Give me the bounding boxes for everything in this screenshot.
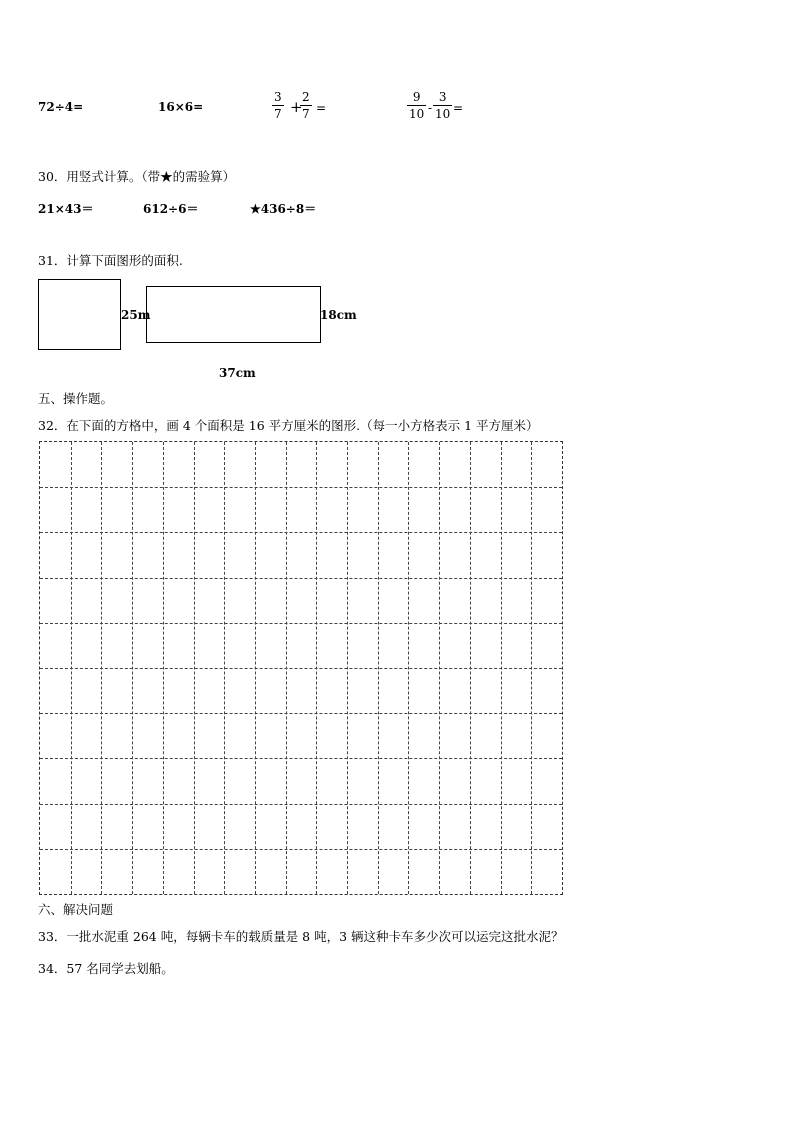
grid-row-line [40,578,562,579]
fraction-9-10 [407,89,426,122]
fraction-3-10 [433,89,452,122]
question-31-title: 31．计算下面图形的面积. [38,253,183,268]
rectangle-height-label: 18cm [320,308,357,322]
fraction-2-7 [300,89,312,122]
fraction-denominator: 10 [409,107,425,121]
plus-sign: + [290,98,303,116]
fraction-numerator: 2 [302,90,310,104]
grid-row-line [40,623,562,624]
grid-row-line [40,849,562,850]
square-side-label: 25m [121,308,151,322]
fraction-numerator: 3 [274,90,282,104]
minus-sign: - [428,101,433,115]
fraction-denominator: 7 [274,107,282,121]
grid-row-line [40,487,562,488]
grid-row-line [40,668,562,669]
question-33-text: 33．一批水泥重 264 吨，每辆卡车的载质量是 8 吨，3 辆这种卡车多少次可以运完这批水泥？ [38,929,564,944]
fraction-3-7 [272,89,284,122]
rectangle-figure [146,286,321,343]
expression-72-div-4: 72÷4= [38,100,84,114]
equals-sign: = [453,101,464,115]
square-figure [38,279,121,350]
section-5-title: 五、操作题。 [38,391,114,406]
grid-row-line [40,804,562,805]
grid-row-line [40,758,562,759]
question-30-title: 30．用竖式计算。（带★的需验算） [38,169,236,184]
equals-sign: = [316,101,327,115]
fraction-numerator: 9 [412,90,421,104]
expression-16-times-6: 16×6= [158,100,204,114]
rectangle-width-label: 37cm [219,366,256,380]
fraction-denominator: 7 [302,107,310,121]
expression-star-436-div-8: ★436÷8＝ [250,202,317,216]
dashed-square-grid[interactable] [39,441,563,895]
grid-row-line [40,713,562,714]
section-6-title: 六、解决问题 [38,902,114,917]
question-32-title: 32．在下面的方格中，画 4 个面积是 16 平方厘米的图形.（每一小方格表示 1 平方厘米） [38,418,539,433]
expression-612-div-6: 612÷6＝ [143,202,199,216]
grid-row-line [40,532,562,533]
expression-21-times-43: 21×43＝ [38,202,94,216]
question-34-text: 34．57 名同学去划船。 [38,961,174,976]
fraction-numerator: 3 [438,90,447,104]
fraction-denominator: 10 [435,107,451,121]
